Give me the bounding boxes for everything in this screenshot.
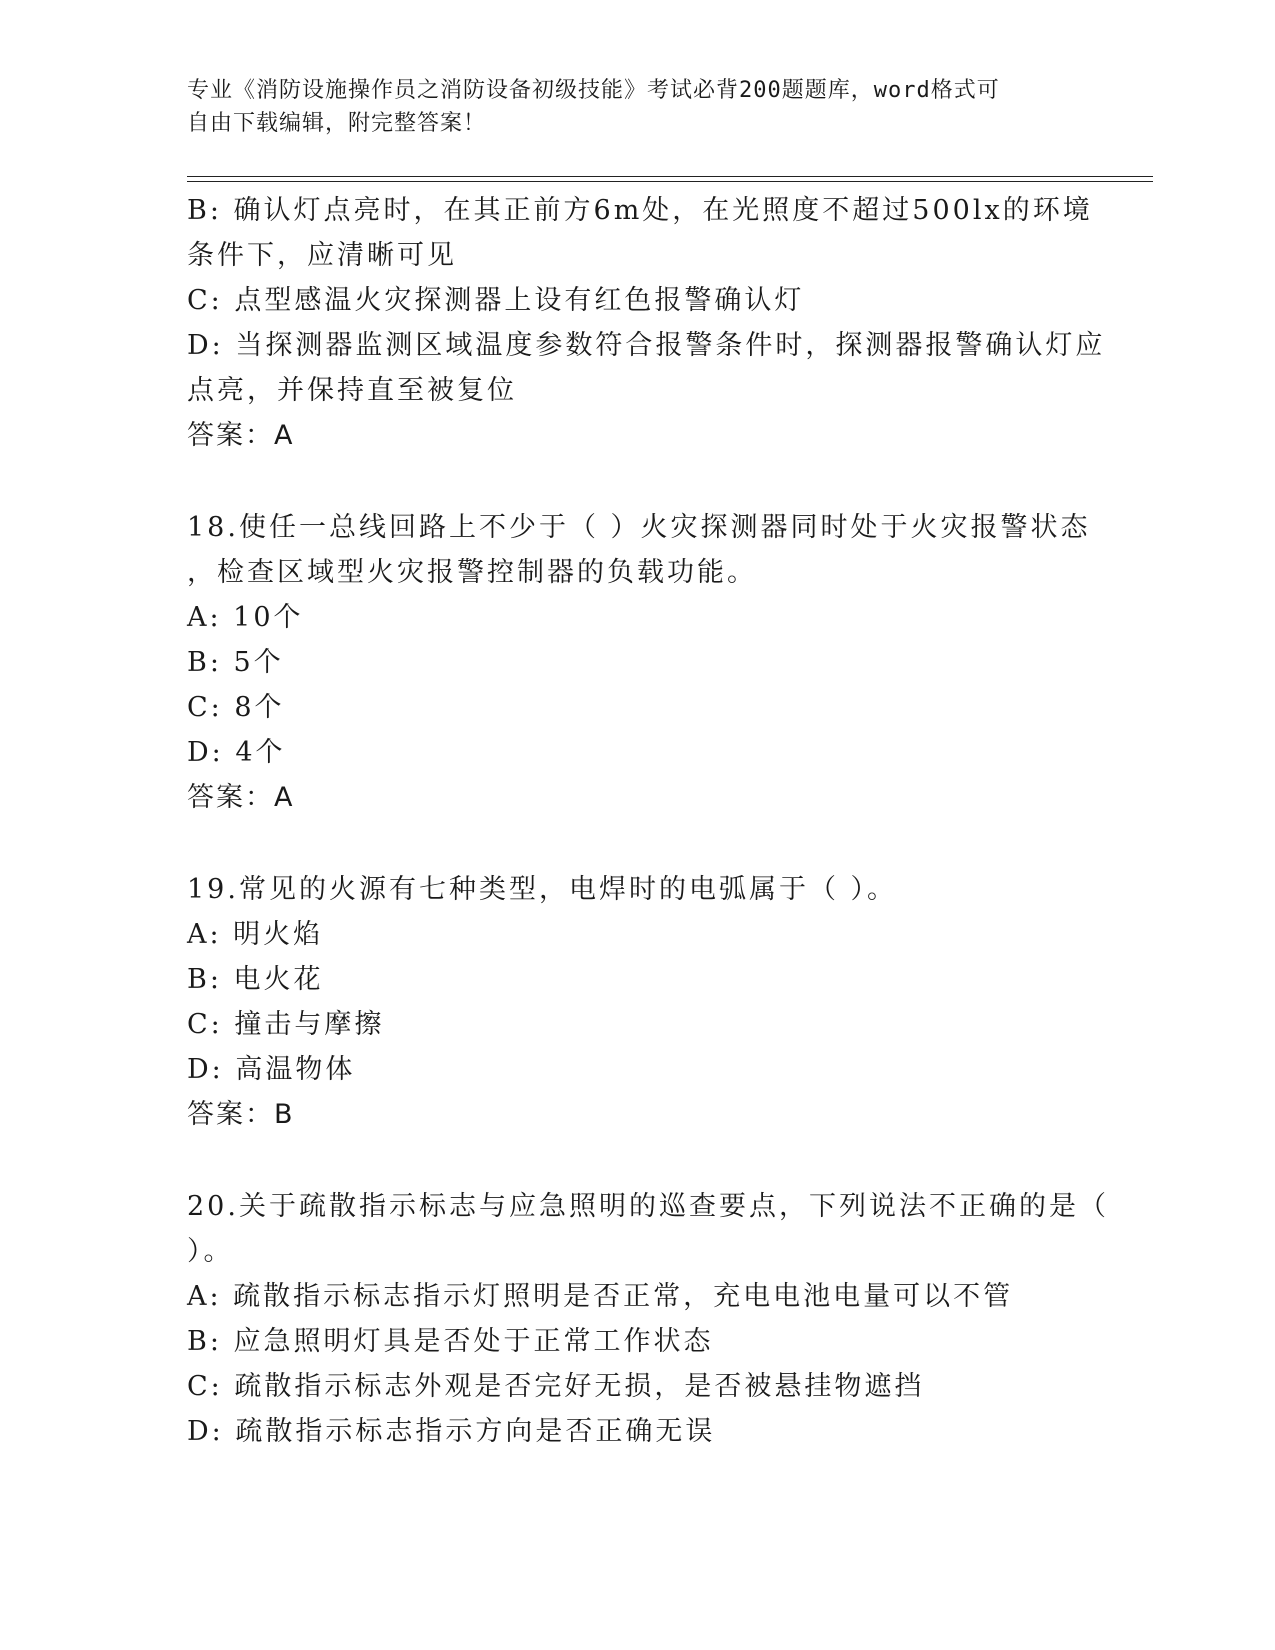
q17-option-d-line-1: D: 当探测器监测区域温度参数符合报警条件时，探测器报警确认灯应 bbox=[187, 330, 1106, 361]
q19-option-c: C: 撞击与摩擦 bbox=[187, 1009, 385, 1040]
q18-option-c: C: 8个 bbox=[187, 692, 285, 723]
question-list bbox=[187, 188, 1109, 1454]
question-19-block bbox=[187, 867, 1077, 1137]
q18-answer: 答案：A bbox=[187, 782, 295, 813]
q19-stem-line-1: 19.常见的火源有七种类型，电焊时的电弧属于（ ）。 bbox=[187, 874, 898, 905]
document-header bbox=[187, 74, 1067, 140]
question-20-block bbox=[187, 1184, 1109, 1454]
q18-option-b: B: 5个 bbox=[187, 647, 284, 678]
header-line-2: 自由下载编辑，附完整答案！ bbox=[187, 111, 487, 136]
q19-option-b: B: 电火花 bbox=[187, 964, 324, 995]
q18-option-d: D: 4个 bbox=[187, 737, 286, 768]
q20-stem-line-2: ）。 bbox=[187, 1236, 234, 1267]
q20-option-d: D: 疏散指示标志指示方向是否正确无误 bbox=[187, 1416, 716, 1447]
q19-option-a: A: 明火焰 bbox=[187, 919, 324, 950]
q20-option-c: C: 疏散指示标志外观是否完好无损，是否被悬挂物遮挡 bbox=[187, 1371, 925, 1402]
header-divider-bottom bbox=[187, 181, 1153, 182]
q17-answer: 答案：A bbox=[187, 420, 295, 451]
question-18-block bbox=[187, 505, 1091, 820]
header-line-1: 专业《消防设施操作员之消防设备初级技能》考试必背200题题库，word格式可 bbox=[187, 78, 1000, 103]
q20-stem-line-1: 20.关于疏散指示标志与应急照明的巡查要点，下列说法不正确的是（ bbox=[187, 1191, 1109, 1222]
q17-option-b-line-2: 条件下，应清晰可见 bbox=[187, 240, 457, 271]
q19-option-d: D: 高温物体 bbox=[187, 1054, 356, 1085]
q18-stem-line-2: ，检查区域型火灾报警控制器的负载功能。 bbox=[187, 557, 757, 588]
q20-option-b: B: 应急照明灯具是否处于正常工作状态 bbox=[187, 1326, 714, 1357]
question-17-block bbox=[187, 188, 1106, 458]
q18-stem-line-1: 18.使任一总线回路上不少于（ ）火灾探测器同时处于火灾报警状态 bbox=[187, 512, 1091, 543]
q20-option-a: A: 疏散指示标志指示灯照明是否正常，充电电池电量可以不管 bbox=[187, 1281, 1014, 1312]
q17-option-b-line-1: B: 确认灯点亮时，在其正前方6m处，在光照度不超过500lx的环境 bbox=[187, 195, 1093, 226]
q17-option-d-line-2: 点亮，并保持直至被复位 bbox=[187, 375, 517, 406]
q18-option-a: A: 10个 bbox=[187, 602, 304, 633]
header-divider-top bbox=[187, 176, 1153, 177]
q19-answer: 答案：B bbox=[187, 1099, 295, 1130]
q17-option-c: C: 点型感温火灾探测器上设有红色报警确认灯 bbox=[187, 285, 805, 316]
